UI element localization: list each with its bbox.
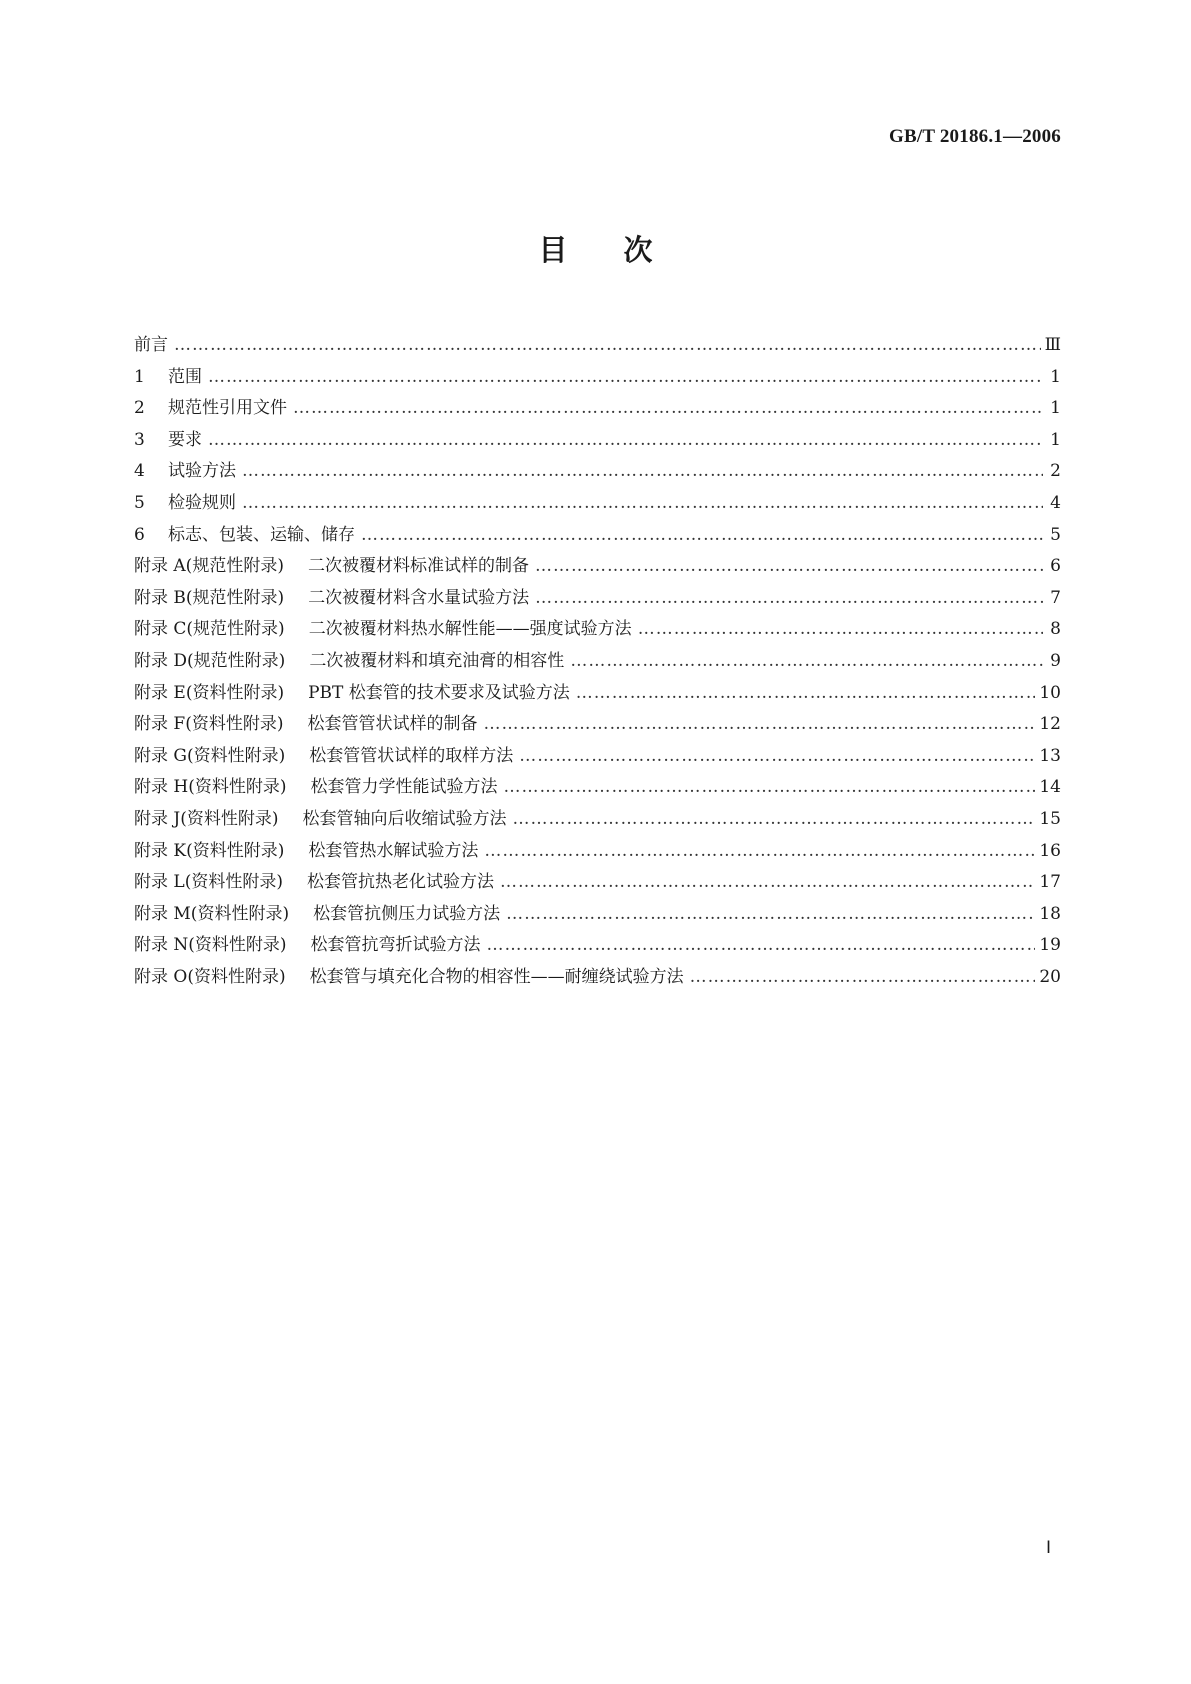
toc-entry-marking-packaging[interactable] <box>134 520 1061 552</box>
toc-leader-dots <box>361 520 1043 552</box>
toc-entry-page: 19 <box>1039 935 1061 956</box>
toc-leader-dots <box>242 488 1043 520</box>
title-char-1: 目 <box>538 233 568 267</box>
toc-entry-label: 松套管抗弯折试验方法 <box>310 935 481 956</box>
toc-entry-appendix: 附录 L(资料性附录) <box>134 872 283 893</box>
toc-entry-appendix-h[interactable] <box>134 772 1061 804</box>
toc-entry-appendix-f[interactable] <box>134 709 1061 741</box>
toc-entry-page: 18 <box>1039 903 1061 924</box>
toc-entry-appendix-a[interactable] <box>134 551 1061 583</box>
toc-entry-appendix-d[interactable] <box>134 646 1061 678</box>
toc-entry-appendix: 附录 M(资料性附录) <box>134 903 290 924</box>
toc-entry-label: 松套管与填充化合物的相容性——耐缠绕试验方法 <box>309 966 684 987</box>
toc-entry-label: 二次被覆材料热水解性能——强度试验方法 <box>308 619 632 640</box>
toc-entry-page: 1 <box>1050 366 1061 387</box>
table-of-contents <box>134 330 1061 993</box>
toc-entry-test-methods[interactable] <box>134 456 1061 488</box>
toc-entry-label: 松套管热水解试验方法 <box>308 840 479 861</box>
toc-entry-label: 松套管抗热老化试验方法 <box>306 872 494 893</box>
toc-entry-appendix: 附录 C(规范性附录) <box>134 619 285 640</box>
toc-entry-appendix-e[interactable] <box>134 678 1061 710</box>
toc-entry-label: 二次被覆材料含水量试验方法 <box>308 587 530 608</box>
toc-leader-dots <box>570 646 1043 678</box>
toc-entry-page: 9 <box>1050 650 1061 671</box>
toc-entry-appendix: 附录 J(资料性附录) <box>134 808 279 829</box>
toc-leader-dots <box>506 899 1035 931</box>
toc-entry-page: 1 <box>1050 398 1061 419</box>
toc-leader-dots <box>293 393 1043 425</box>
toc-entry-label: 范围 <box>168 366 202 387</box>
toc-leader-dots <box>519 741 1035 773</box>
toc-entry-appendix: 附录 A(规范性附录) <box>134 556 284 577</box>
toc-leader-dots <box>535 551 1043 583</box>
toc-entry-page: 4 <box>1050 492 1061 513</box>
toc-entry-appendix: 附录 H(资料性附录) <box>134 777 287 798</box>
toc-entry-number: 5 <box>134 492 145 513</box>
toc-entry-page: Ⅲ <box>1044 335 1061 355</box>
toc-entry-appendix: 附录 D(规范性附录) <box>134 650 286 671</box>
toc-entry-inspection-rules[interactable] <box>134 488 1061 520</box>
toc-entry-appendix: 附录 E(资料性附录) <box>134 682 285 703</box>
toc-entry-label: 松套管管状试样的制备 <box>307 714 478 735</box>
toc-entry-appendix-c[interactable] <box>134 614 1061 646</box>
toc-entry-appendix: 附录 N(资料性附录) <box>134 935 287 956</box>
toc-entry-page: 15 <box>1039 808 1061 829</box>
page-number: Ⅰ <box>1045 1538 1051 1557</box>
title-char-2: 次 <box>623 233 653 267</box>
toc-entry-number: 1 <box>134 366 145 387</box>
toc-entry-page: 6 <box>1050 556 1061 577</box>
toc-entry-page: 8 <box>1050 619 1061 640</box>
toc-entry-appendix: 附录 B(规范性附录) <box>134 587 285 608</box>
toc-entry-page: 20 <box>1039 966 1061 987</box>
toc-entry-foreword[interactable] <box>134 330 1061 362</box>
toc-entry-appendix-l[interactable] <box>134 867 1061 899</box>
toc-leader-dots <box>504 772 1036 804</box>
toc-entry-number: 2 <box>134 398 145 419</box>
toc-entry-appendix-m[interactable] <box>134 899 1061 931</box>
toc-leader-dots <box>512 804 1035 836</box>
toc-entry-label: PBT 松套管的技术要求及试验方法 <box>308 682 570 703</box>
toc-entry-appendix-g[interactable] <box>134 741 1061 773</box>
toc-entry-number: 4 <box>134 461 145 482</box>
toc-entry-label: 松套管管状试样的取样方法 <box>309 745 514 766</box>
toc-entry-label: 二次被覆材料标准试样的制备 <box>307 556 529 577</box>
toc-entry-appendix-b[interactable] <box>134 583 1061 615</box>
toc-entry-page: 2 <box>1050 461 1061 482</box>
toc-entry-page: 13 <box>1039 745 1061 766</box>
toc-entry-page: 12 <box>1039 714 1061 735</box>
toc-entry-appendix: 附录 F(资料性附录) <box>134 714 284 735</box>
toc-entry-requirements[interactable] <box>134 425 1061 457</box>
toc-leader-dots <box>174 330 1041 362</box>
toc-leader-dots <box>487 930 1036 962</box>
toc-entry-scope[interactable] <box>134 362 1061 394</box>
toc-entry-appendix-k[interactable] <box>134 836 1061 868</box>
toc-leader-dots <box>638 614 1043 646</box>
toc-leader-dots <box>242 456 1043 488</box>
toc-entry-label: 试验方法 <box>168 461 236 482</box>
toc-leader-dots <box>535 583 1043 615</box>
toc-leader-dots <box>690 962 1036 994</box>
page-title <box>0 228 1191 269</box>
toc-entry-number: 6 <box>134 524 145 545</box>
toc-entry-label: 松套管力学性能试验方法 <box>310 777 498 798</box>
toc-entry-page: 5 <box>1050 524 1061 545</box>
toc-entry-appendix: 附录 G(资料性附录) <box>134 745 286 766</box>
toc-entry-page: 17 <box>1039 872 1061 893</box>
toc-entry-appendix: 附录 O(资料性附录) <box>134 966 286 987</box>
toc-entry-label: 要求 <box>168 429 202 450</box>
toc-entry-page: 1 <box>1050 429 1061 450</box>
toc-entry-label: 规范性引用文件 <box>168 398 287 419</box>
toc-leader-dots <box>484 836 1035 868</box>
toc-entry-page: 16 <box>1039 840 1061 861</box>
toc-leader-dots <box>483 709 1035 741</box>
toc-leader-dots <box>500 867 1035 899</box>
toc-leader-dots <box>208 362 1043 394</box>
toc-entry-appendix-n[interactable] <box>134 930 1061 962</box>
toc-entry-label: 前言 <box>134 335 168 355</box>
toc-entry-appendix-j[interactable] <box>134 804 1061 836</box>
toc-entry-label: 标志、包装、运输、储存 <box>168 524 355 545</box>
toc-entry-page: 7 <box>1050 587 1061 608</box>
toc-entry-label: 松套管抗侧压力试验方法 <box>313 903 501 924</box>
standard-code: GB/T 20186.1—2006 <box>889 126 1061 147</box>
toc-entry-appendix: 附录 K(资料性附录) <box>134 840 285 861</box>
toc-leader-dots <box>576 678 1036 710</box>
toc-entry-page: 14 <box>1039 777 1061 798</box>
toc-entry-label: 松套管轴向后收缩试验方法 <box>302 808 507 829</box>
toc-entry-appendix-o[interactable] <box>134 962 1061 994</box>
toc-entry-label: 二次被覆材料和填充油膏的相容性 <box>309 650 565 671</box>
toc-entry-label: 检验规则 <box>168 492 236 513</box>
toc-entry-page: 10 <box>1039 682 1061 703</box>
toc-entry-normative-references[interactable] <box>134 393 1061 425</box>
toc-leader-dots <box>208 425 1043 457</box>
toc-entry-number: 3 <box>134 429 145 450</box>
